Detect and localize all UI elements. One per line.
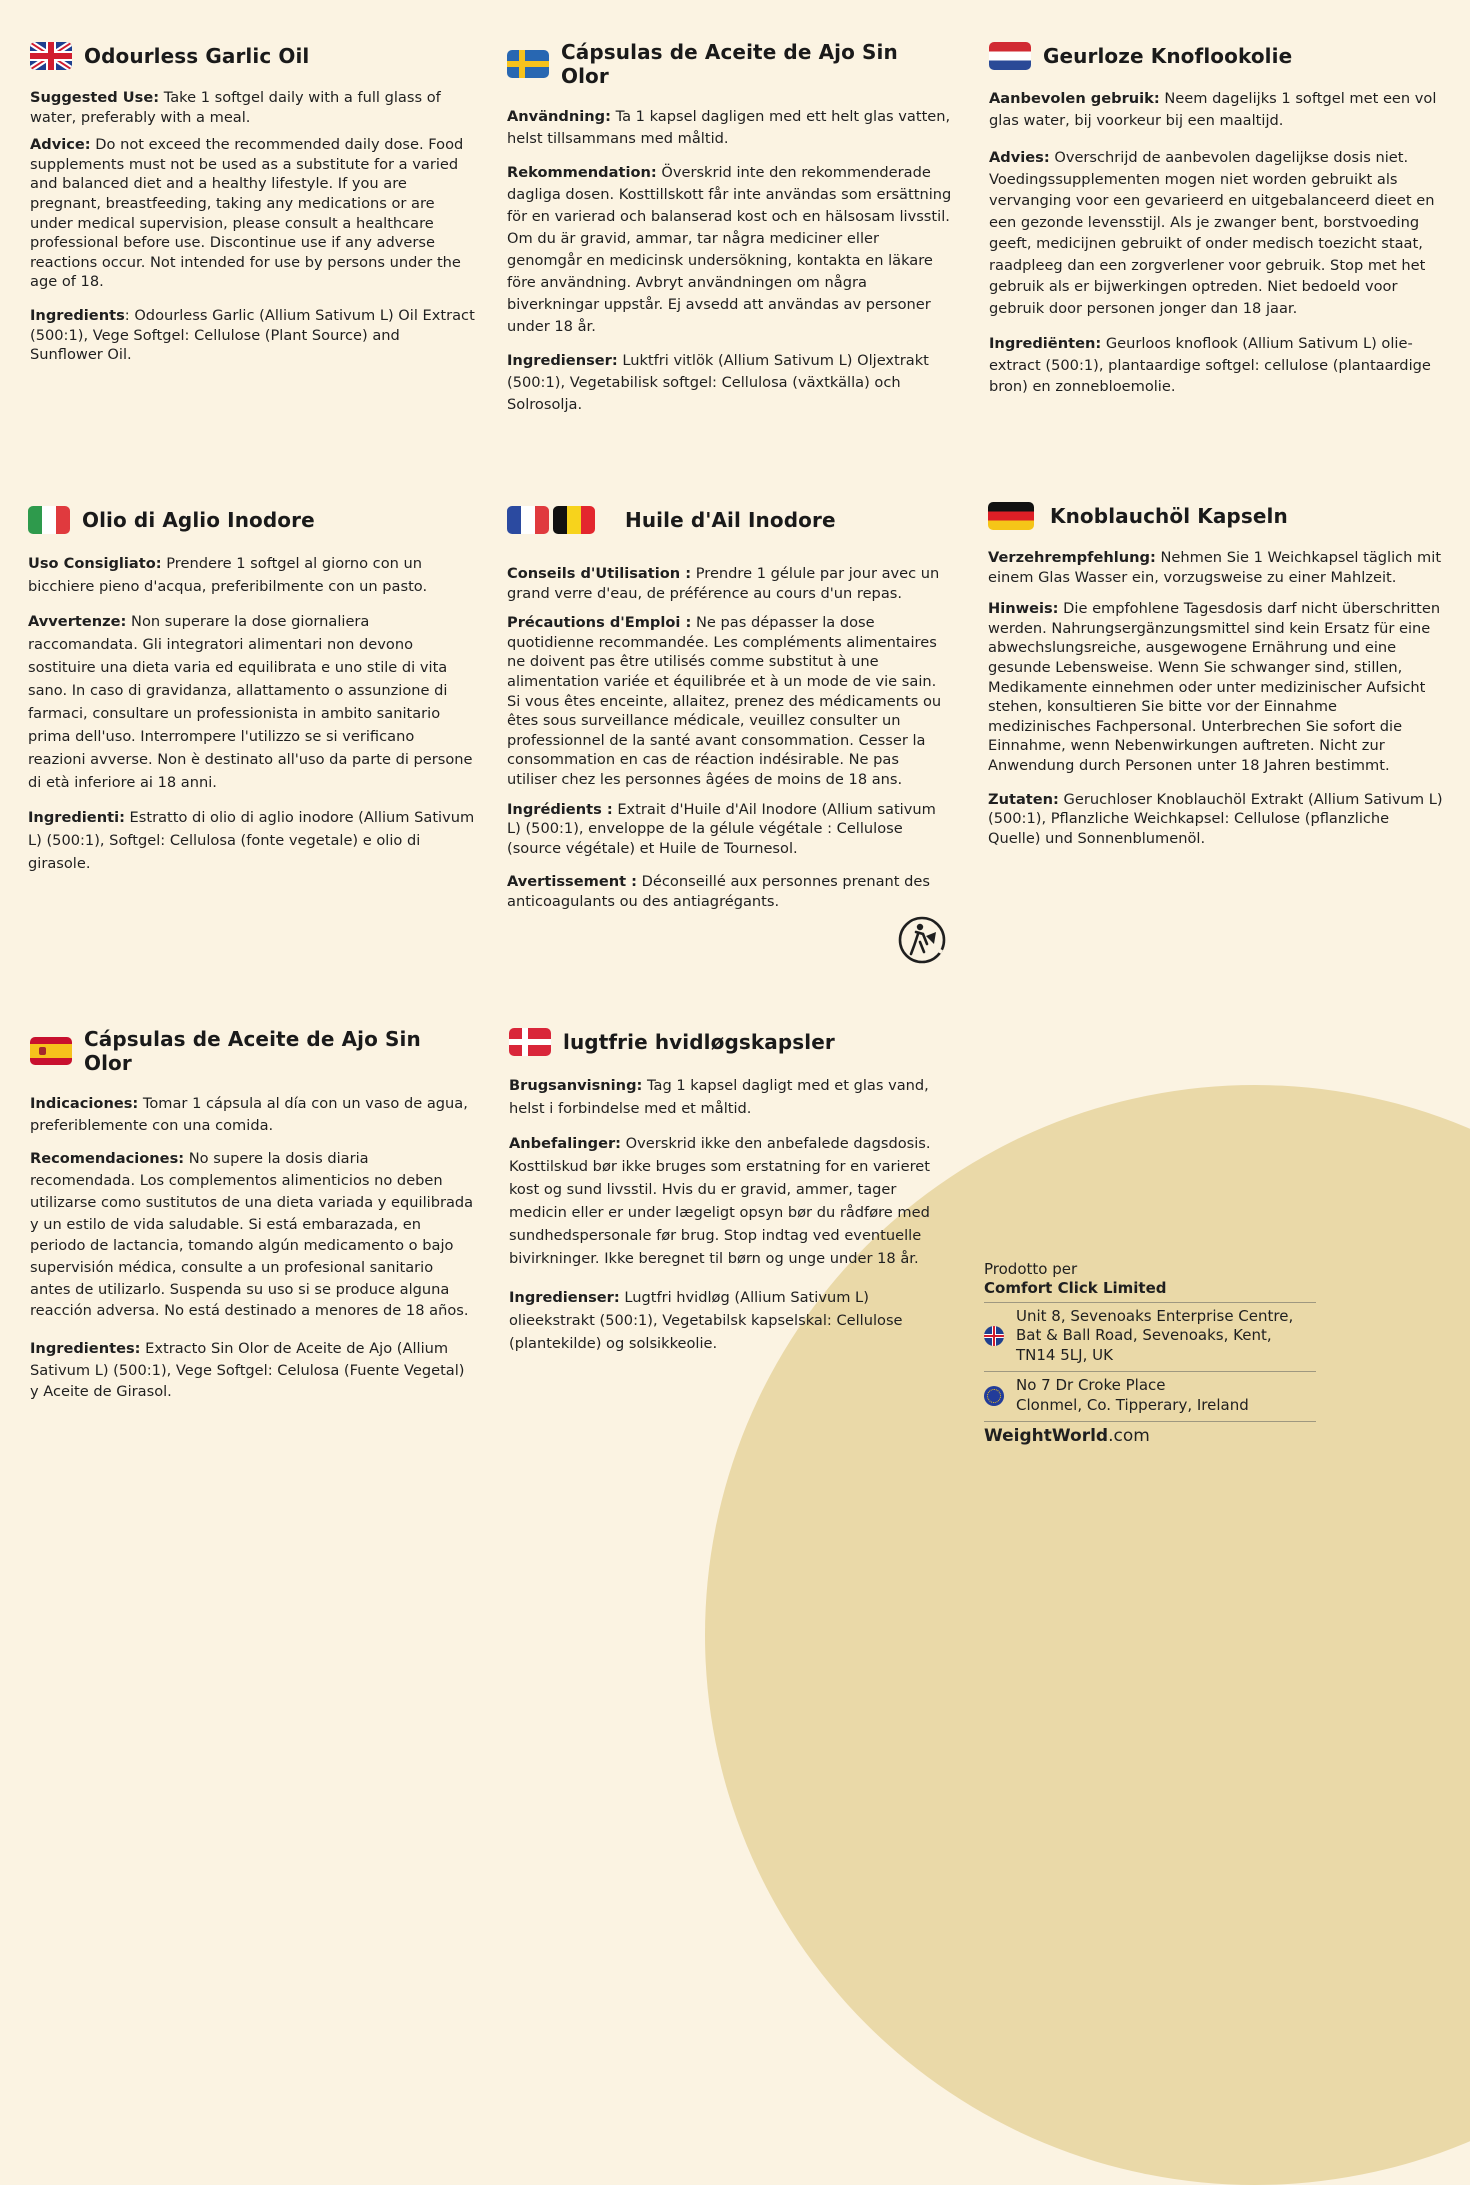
spain-flag-icon (30, 1037, 72, 1065)
eu-flag-icon (984, 1386, 1004, 1406)
made-by-label: Prodotto per (984, 1260, 1078, 1278)
denmark-flag-icon (509, 1028, 551, 1056)
advice: Rekommendation: Överskrid inte den rekommenderade dagliga dosen. Kosttillskott får inte användas som ersättning för en varierad och balanserad kost och en hälsosam livsstil. Om du är gravid, ammar, tar några mediciner eller genomgår en medicinsk undersökning, kontakta en läkare före användning. Avbryt användningen om några biverkningar uppstår. Ej avsedd att användas av personer under 18 år. (507, 164, 952, 335)
germany-flag-icon (988, 502, 1034, 530)
uk-flag-icon (30, 42, 72, 70)
advice: Advies: Overschrijd de aanbevolen dagelijkse dosis niet. Voedingssupplementen mogen niet worden gebruikt als vervanging voor een gevarieerd en uitgebalanceerd dieet en een gezonde levensstijl. Als je zwanger bent, borstvoeding geeft, medicijnen gebruikt of onder medisch toezicht staat, raadpleeg dan een zorgverlener voor gebruik. Stop met het gebruik als er bijwerkingen optreden. Niet bedoeld voor gebruik door personen jonger dan 18 jaar. (989, 149, 1435, 317)
section-title: Cápsulas de Aceite de Ajo Sin Olor (561, 40, 898, 88)
suggested-use: Verzehrempfehlung: Nehmen Sie 1 Weichkapsel täglich mit einem Glas Wasser ein, vorzugsweise zu einer Mahlzeit. (988, 549, 1442, 586)
recycle-person-icon (896, 914, 948, 966)
ingredients: Zutaten: Geruchloser Knoblauchöl Extrakt (Allium Sativum L) (500:1), Pflanzliche Weichkapsel: Cellulose (pflanzliche Quelle) und Sonnenblumenöl. (988, 790, 1443, 847)
sweden-flag-icon (507, 50, 549, 78)
netherlands-flag-icon (989, 42, 1031, 70)
ireland-address: No 7 Dr Croke Place Clonmel, Co. Tipperary, Ireland (984, 1372, 1316, 1419)
warning: Avertissement : Déconseillé aux personnes prenant des anticoagulants ou des antiagrégants. (507, 873, 930, 910)
advice: Avvertenze: Non superare la dose giornaliera raccomandata. Gli integratori alimentari non devono sostituire una dieta varia ed equilibrata e uno stile di vita sano. In caso di gravidanza, allattamento o assunzione di farmaci, consultare un professionista in ambito sanitario prima dell'uso. Interrompere l'utilizzo se si verificano reazioni avverse. Non è destinato all'uso da parte di persone di età inferiore ai 18 anni. (28, 613, 473, 791)
advice: Précautions d'Emploi : Ne pas dépasser la dose quotidienne recommandée. Les compléments alimentaires ne doivent pas être utilisés comme substitut à une alimentation variée et équilibrée et à un mode de vie sain. Si vous êtes enceinte, allaitez, prenez des médicaments ou êtes sous surveillance médicale, veuillez consulter un professionnel de la santé avant consommation. Cesser la consommation en cas de réaction indésirable. Ne pas utiliser chez les personnes âgées de moins de 18 ans. (507, 614, 942, 788)
section-title: Knoblauchöl Kapseln (1050, 504, 1288, 528)
section-german (988, 502, 1443, 856)
suggested-use: Uso Consigliato: Prendere 1 softgel al giorno con un bicchiere pieno d'acqua, preferibilmente con un pasto. (28, 555, 428, 595)
suggested-use: Brugsanvisning: Tag 1 kapsel dagligt med et glas vand, helst i forbindelse med et måltid. (509, 1077, 929, 1117)
brand-website: WeightWorld.com (984, 1426, 1150, 1447)
advice: Advice: Do not exceed the recommended daily dose. Food supplements must not be used as a substitute for a varied and balanced diet and a healthy lifestyle. If you are pregnant, breastfeeding, taking any medications or are under medical supervision, please consult a healthcare professional before use. Discontinue use if any adverse reactions occur. Not intended for use by persons under the age of 18. (30, 136, 464, 291)
section-danish (509, 1028, 954, 1367)
suggested-use: Conseils d'Utilisation : Prendre 1 gélule par jour avec un grand verre d'eau, de préférence au cours d'un repas. (507, 565, 940, 602)
section-title: lugtfrie hvidløgskapsler (563, 1030, 835, 1054)
section-english (30, 42, 475, 373)
ingredients: Ingrédients : Extrait d'Huile d'Ail Inodore (Allium sativum L) (500:1), enveloppe de la gélule végétale : Cellulose (source végétale) et Huile de Tournesol. (507, 800, 936, 857)
section-title: Olio di Aglio Inodore (82, 508, 315, 532)
section-title: Odourless Garlic Oil (84, 44, 310, 68)
advice: Recomendaciones: No supere la dosis diaria recomendada. Los complementos alimenticios no deben utilizarse como sustitutos de una dieta variada y equilibrada y un estilo de vida saludable. Si está embarazada, en periodo de lactancia, tomando algún medicamento o bajo supervisión médica, consulte a un profesional sanitario antes de utilizarlo. Suspenda su uso si se produce alguna reacción adversa. No está destinado a menores de 18 años. (30, 1150, 474, 1320)
advice: Anbefalinger: Overskrid ikke den anbefalede dagsdosis. Kosttilskud bør ikke bruges som erstatning for en varieret kost og sund livsstil. Hvis du er gravid, ammer, tager medicin eller er under lægeligt opsyn bør du rådføre med sundhedspersonale før brug. Stop indtag ved eventuelle bivirkninger. Ikke beregnet til børn og unge under 18 år. (509, 1135, 931, 1267)
suggested-use: Suggested Use: Take 1 softgel daily with a full glass of water, preferably with a meal. (30, 89, 441, 126)
suggested-use: Användning: Ta 1 kapsel dagligen med ett helt glas vatten, helst tillsammans med måltid. (507, 108, 951, 147)
suggested-use: Aanbevolen gebruik: Neem dagelijks 1 softgel met een vol glas water, bij voorkeur bij een maaltijd. (989, 90, 1437, 129)
section-title: Cápsulas de Aceite de Ajo Sin Olor (84, 1027, 421, 1075)
advice: Hinweis: Die empfohlene Tagesdosis darf nicht überschritten werden. Nahrungsergänzungsmittel sind kein Ersatz für eine abwechslungsreiche, ausgewogene Ernährung und eine gesunde Lebensweise. Wenn Sie schwanger sind, stillen, Medikamente einnehmen oder unter medizinischer Aufsicht stehen, konsultieren Sie bitte vor der Einnahme medizinisches Fachpersonal. Unterbrechen Sie sofort die Einnahme, wenn Nebenwirkungen auftreten. Nicht zur Anwendung durch Personen unter 18 Jahren bestimmt. (988, 600, 1441, 774)
company-name: Comfort Click Limited (984, 1279, 1167, 1297)
section-title: Geurloze Knoflookolie (1043, 44, 1293, 68)
manufacturer-info (984, 1260, 1316, 1446)
uk-address: Unit 8, Sevenoaks Enterprise Centre, Bat & Ball Road, Sevenoaks, Kent, TN14 5LJ, UK (984, 1303, 1316, 1369)
section-french (507, 506, 952, 920)
italy-flag-icon (28, 506, 70, 534)
suggested-use: Indicaciones: Tomar 1 cápsula al día con un vaso de agua, preferiblemente con una comida. (30, 1095, 468, 1134)
section-spanish (30, 1027, 475, 1415)
section-swedish (507, 40, 952, 428)
ingredients: Ingrediënten: Geurloos knoflook (Allium Sativum L) olie-extract (500:1), plantaardige softgel: cellulose (plantaardige bron) en zonnebloemolie. (989, 335, 1431, 395)
ingredients: Ingredienti: Estratto di olio di aglio inodore (Allium Sativum L) (500:1), Softgel: Cellulosa (fonte vegetale) e olio di girasole. (28, 809, 475, 872)
ingredients: Ingredientes: Extracto Sin Olor de Aceite de Ajo (Allium Sativum L) (500:1), Vege Softgel: Celulosa (Fuente Vegetal) y Aceite de Girasol. (30, 1340, 465, 1401)
belgium-flag-icon (553, 506, 595, 534)
section-title: Huile d'Ail Inodore (625, 508, 836, 532)
ingredients: Ingredients: Odourless Garlic (Allium Sativum L) Oil Extract (500:1), Vege Softgel: Cellulose (Plant Source) and Sunflower Oil. (30, 306, 475, 364)
ingredients: Ingredienser: Luktfri vitlök (Allium Sativum L) Oljextrakt (500:1), Vegetabilisk softgel: Cellulosa (växtkälla) och Solrosolja. (507, 352, 929, 413)
ingredients: Ingredienser: Lugtfri hvidløg (Allium Sativum L) olieekstrakt (500:1), Vegetabilsk kapselskal: Cellulose (plantekilde) og solsikkeolie. (509, 1289, 903, 1352)
section-dutch (989, 42, 1439, 410)
france-flag-icon (507, 506, 549, 534)
section-italian (28, 506, 475, 887)
uk-flag-icon (984, 1326, 1004, 1346)
